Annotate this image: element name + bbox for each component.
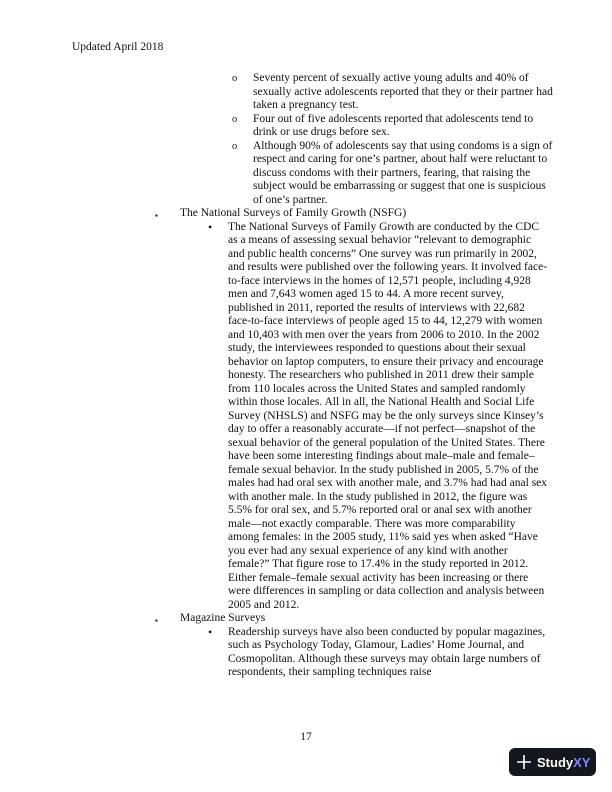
page-number: 17 xyxy=(300,731,312,743)
bullet-text: Although 90% of adolescents say that using condoms is a sign of respect and caring for one’s partner, about half were reluctant to discuss condoms with their partners, fearing, that raising the subject would be embarrassing or suggest that one is suspicious of one’s partner. xyxy=(253,139,553,206)
badge-text-main: Study xyxy=(537,754,574,770)
bullet-text: Seventy percent of sexually active young adults and 40% of sexually active adolescents reported that they or their partner had taken a pregnancy test. xyxy=(253,72,553,111)
badge-text-accent: XY xyxy=(573,754,591,770)
section-heading-text: Magazine Surveys xyxy=(180,612,266,624)
dot-bullet-marker: • xyxy=(208,219,213,234)
studyxy-badge[interactable] xyxy=(509,748,596,776)
section-bullet-item xyxy=(155,612,540,626)
section-bullet-item xyxy=(155,207,540,221)
square-bullet-marker: ▪ xyxy=(155,211,158,220)
dot-bullet-marker: • xyxy=(208,624,213,639)
bullet-text: Readership surveys have also been conducted by popular magazines, such as Psychology Today, Glamour, Ladies’ Home Journal, and Cosmopolitan. Although these surveys may obtain large numbers of respondents, their sampling techniques raise xyxy=(228,625,546,678)
bullet-item xyxy=(208,219,548,613)
square-bullet-marker: ▪ xyxy=(155,616,158,625)
sub-bullet-item xyxy=(232,72,553,113)
sub-bullet-item xyxy=(232,112,553,140)
bullet-item xyxy=(208,624,548,680)
plus-icon xyxy=(516,754,532,770)
page-header: Updated April 2018 xyxy=(72,41,164,53)
circle-bullet-marker: o xyxy=(232,113,238,125)
document-body xyxy=(0,72,612,680)
sub-bullet-item xyxy=(232,139,553,208)
bullet-text: Four out of five adolescents reported that adolescents tend to drink or use drugs before sex. xyxy=(253,112,534,138)
circle-bullet-marker: o xyxy=(232,140,238,152)
section-heading-text: The National Surveys of Family Growth (NSFG) xyxy=(180,207,407,219)
bullet-text: The National Surveys of Family Growth are conducted by the CDC as a means of assessing sexual behavior “relevant to demographic and public health concerns” One survey was run primarily in 2002, and results were published over the following years. It involved face-to-face interviews in the homes of 12,571 people, including 4,928 men and 7,643 women aged 15 to 44. A more recent survey, published in 2011, reported the results of interviews with 22,682 face-to-face interviews of people aged 15 to 44, 12,279 with women and 10,403 with men over the years from 2006 to 2010. In the 2002 study, the interviewees responded to questions about their sexual behavior on laptop computers, to ensure their privacy and encourage honesty. The researchers who published in 2011 drew their sample from 110 locales across the United States and sampled randomly within those locales. All in all, the National Health and Social Life Survey (NHSLS) and NSFG may be the only surveys since Kinsey’s day to offer a reasonably accurate—if not perfect—snapshot of the sexual behavior of the general population of the United States. There have been some interesting findings about male–male and female–female sexual behavior. In the study published in 2005, 5.7% of the males had had oral sex with another male, and 3.7% had had anal sex with another male. In the study published in 2012, the figure was 5.5% for oral sex, and 5.7% reported oral or anal sex with another male—not exactly comparable. There was more comparability among females: in the 2005 study, 11% said yes when asked “Have you ever had any sexual experience of any kind with another female?” That figure rose to 17.4% in the study reported in 2012. Either female–female sexual activity has been increasing or there were differences in sampling or data collection and analysis between 2005 and 2012. xyxy=(228,220,548,611)
circle-bullet-marker: o xyxy=(232,73,238,84)
